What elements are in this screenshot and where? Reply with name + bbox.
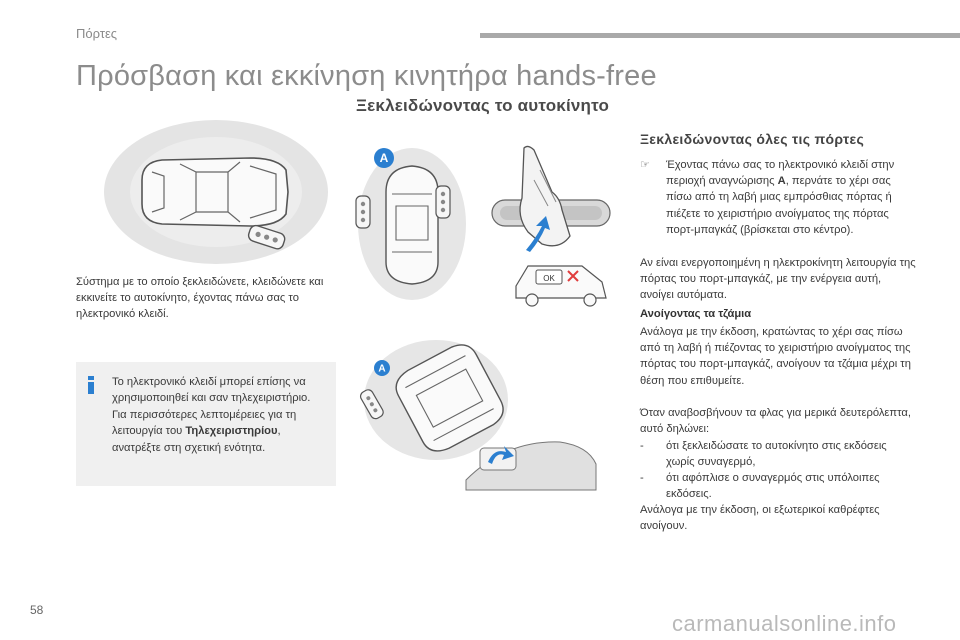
info-line-1: Το ηλεκτρονικό κλειδί μπορεί επίσης να χρησιμοποιηθεί και σαν τηλεχειριστήριο. (112, 376, 311, 405)
info-text (112, 374, 328, 456)
watermark: carmanualsonline.info (672, 611, 897, 636)
ok-label: OK (543, 274, 555, 283)
mirrors-paragraph: Ανάλογα με την έκδοση, οι εξωτερικοί καθρέφτες ανοίγουν. (640, 504, 880, 533)
dash-mark-2: - (640, 472, 644, 484)
page-subtitle: Ξεκλειδώνοντας το αυτοκίνητο (356, 96, 610, 115)
pointing-hand-icon: ☞ (640, 159, 650, 171)
dash-item-2 (640, 470, 916, 504)
intro-paragraph: Σύστημα με το οποίο ξεκλειδώνετε, κλειδώνετε και εκκινείτε το αυτοκίνητο, έχοντας πάνω σας το ηλεκτρονικό κλειδί. (76, 276, 324, 321)
indicators-paragraph: Όταν αναβοσβήνουν τα φλας για μερικά δευτερόλεπτα, αυτό δηλώνει: (640, 407, 911, 436)
tailgate-unlock-illustration (356, 330, 616, 490)
windows-heading: Ανοίγοντας τα τζάμια (640, 308, 752, 320)
bullet-text (666, 157, 916, 238)
dash-item-1 (640, 438, 916, 472)
car-detection-zone-illustration (100, 116, 340, 276)
bullet-text-part-2: , περνάτε το χέρι σας πίσω από τη λαβή μιας εμπρόσθιας πόρτας ή πιέζετε το χειριστήριο ανοίγματος της πόρτας πορτ-μπαγκάζ (βρίσκεται στο κέντρο). (666, 175, 892, 236)
key-fob-icon (436, 186, 450, 218)
zone-a-label-2: A (378, 363, 386, 375)
electric-tailgate-paragraph: Αν είναι ενεργοποιημένη η ηλεκτροκίνητη λειτουργία της πόρτας του πορτ-μπαγκάζ, με την ενέργεια αυτή, ανοίγει αυτόματα. (640, 257, 916, 302)
info-line-2: Για περισσότερες λεπτομέρειες για τη λειτουργία του (112, 408, 297, 438)
dash-text-1: ότι ξεκλειδώσατε το αυτοκίνητο στις εκδόσεις χωρίς συναγερμό, (666, 440, 887, 469)
page-title: Πρόσβαση και εκκίνηση κινητήρα hands-free (76, 60, 657, 92)
info-bold-term: Τηλεχειριστηρίου (185, 425, 278, 438)
windows-paragraph: Ανάλογα με την έκδοση, κρατώντας το χέρι σας πίσω από τη λαβή ή πιέζοντας το χειριστήριο ανοίγματος της πόρτας του πορτ-μπαγκάζ, ανοίγουν τα τζάμια μέχρι τη θέση που επιθυμείτε. (640, 326, 911, 387)
info-icon (88, 376, 94, 394)
dash-mark: - (640, 440, 644, 452)
bullet-text-part-1: Έχοντας πάνω σας το ηλεκτρονικό κλειδί στην περιοχή αναγνώρισης (666, 159, 895, 188)
section-label: Πόρτες (76, 26, 118, 41)
unlock-all-doors-heading: Ξεκλειδώνοντας όλες τις πόρτες (640, 131, 865, 147)
header-bar (480, 33, 960, 38)
key-fob-icon (356, 196, 370, 228)
page-number: 58 (30, 603, 44, 617)
handle-unlock-illustration (356, 140, 616, 310)
zone-a-label: A (379, 151, 389, 165)
bullet-text-bold: A (777, 175, 786, 188)
dash-text-2: ότι αφόπλισε ο συναγερμός στις υπόλοιπες εκδόσεις. (666, 472, 880, 501)
info-line-3: , ανατρέξτε στη σχετική ενότητα. (112, 425, 281, 454)
